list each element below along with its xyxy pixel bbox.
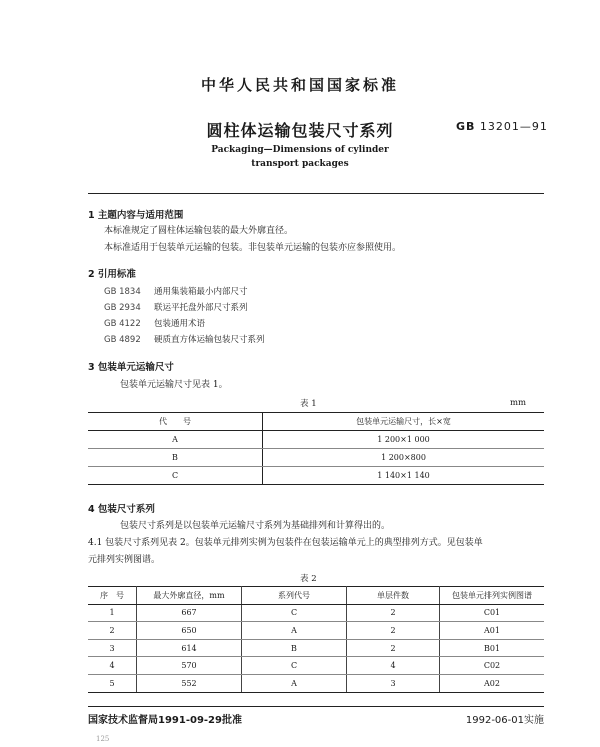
section-1-heading: 1 主题内容与适用范围 xyxy=(88,210,184,221)
table-cell: B xyxy=(242,639,347,657)
table-row xyxy=(88,604,544,622)
table-cell: A01 xyxy=(440,622,545,640)
section-4-para2-line2: 元排列实例图谱。 xyxy=(88,555,161,565)
reference-title: 联运平托盘外部尺寸系列 xyxy=(154,303,248,313)
table-row xyxy=(88,639,544,657)
section-4-para2 xyxy=(88,535,548,569)
table-cell: B xyxy=(88,449,263,467)
table-cell: 614 xyxy=(137,639,242,657)
table-header-cell: 最大外廓直径，mm xyxy=(137,587,242,605)
table-row xyxy=(88,431,544,449)
english-title-line2: transport packages xyxy=(251,159,349,169)
table-cell: 4 xyxy=(88,657,137,675)
table-header-row xyxy=(88,587,544,605)
table-cell: 667 xyxy=(137,604,242,622)
table-1-unit: mm xyxy=(510,398,527,408)
table-cell: 552 xyxy=(137,674,242,692)
section-4-para2-line1: 4.1 包装尺寸系列见表 2。包装单元排列实例为包装件在包装运输单元上的典型排列方式。见包装单 xyxy=(88,538,483,548)
table-cell: 2 xyxy=(347,604,440,622)
reference-item xyxy=(104,284,265,300)
national-standard-heading: 中华人民共和国国家标准 xyxy=(200,76,399,94)
section-2-heading: 2 引用标准 xyxy=(88,269,136,280)
table-cell: 2 xyxy=(347,622,440,640)
reference-title: 包装通用术语 xyxy=(154,319,206,329)
table-row xyxy=(88,674,544,692)
table-header-cell: 代 号 xyxy=(88,413,263,431)
english-title xyxy=(0,143,600,171)
standard-prefix: GB xyxy=(456,120,476,133)
table-header-cell: 包装单元运输尺寸，长×宽 xyxy=(263,413,545,431)
section-3-para: 包装单元运输尺寸见表 1。 xyxy=(120,380,228,390)
table-row xyxy=(88,449,544,467)
header-divider xyxy=(88,193,544,194)
table-cell: 570 xyxy=(137,657,242,675)
table-2 xyxy=(88,586,544,693)
table-cell: A xyxy=(242,674,347,692)
table-2-caption: 表 2 xyxy=(300,574,317,584)
section-4-para1: 包装尺寸系列是以包装单元运输尺寸系列为基础排列和计算得出的。 xyxy=(120,521,391,531)
table-cell: 650 xyxy=(137,622,242,640)
standard-number xyxy=(456,120,548,133)
section-1-para2: 本标准适用于包装单元运输的包装。非包装单元运输的包装亦应参照使用。 xyxy=(104,243,402,253)
table-row xyxy=(88,657,544,675)
table-cell: C xyxy=(242,604,347,622)
table-cell: C02 xyxy=(440,657,545,675)
reference-item xyxy=(104,316,265,332)
reference-code: GB 1834 xyxy=(104,287,141,297)
footer-divider xyxy=(88,706,544,707)
section-1-para1: 本标准规定了圆柱体运输包装的最大外廓直径。 xyxy=(104,226,294,236)
reference-item xyxy=(104,332,265,348)
table-cell: 1 200×1 000 xyxy=(263,431,545,449)
table-header-cell: 序 号 xyxy=(88,587,137,605)
table-cell: 3 xyxy=(88,639,137,657)
table-cell: C xyxy=(242,657,347,675)
reference-list xyxy=(104,284,265,348)
table-header-cell: 单层件数 xyxy=(347,587,440,605)
table-cell: 1 200×800 xyxy=(263,449,545,467)
table-cell: A xyxy=(242,622,347,640)
table-1 xyxy=(88,412,544,485)
table-1-caption: 表 1 xyxy=(300,399,317,409)
table-row xyxy=(88,467,544,485)
document-title: 圆柱体运输包装尺寸系列 xyxy=(206,121,394,140)
reference-code: GB 4122 xyxy=(104,319,141,329)
reference-title: 通用集装箱最小内部尺寸 xyxy=(154,287,248,297)
table-cell: C01 xyxy=(440,604,545,622)
table-cell: C xyxy=(88,467,263,485)
english-title-line1: Packaging—Dimensions of cylinder xyxy=(211,145,389,155)
table-cell: 5 xyxy=(88,674,137,692)
section-3-heading: 3 包装单元运输尺寸 xyxy=(88,362,174,373)
table-header-row xyxy=(88,413,544,431)
table-cell: 1 xyxy=(88,604,137,622)
table-cell: A xyxy=(88,431,263,449)
standard-code: 13201—91 xyxy=(479,120,548,133)
implementation-date: 1992-06-01实施 xyxy=(465,715,544,726)
table-cell: 2 xyxy=(347,639,440,657)
reference-code: GB 4892 xyxy=(104,335,141,345)
table-cell: 4 xyxy=(347,657,440,675)
page-number: 125 xyxy=(96,735,110,743)
section-1-body xyxy=(104,223,544,257)
table-cell: A02 xyxy=(440,674,545,692)
table-cell: 1 140×1 140 xyxy=(263,467,545,485)
table-cell: 3 xyxy=(347,674,440,692)
section-4-heading: 4 包装尺寸系列 xyxy=(88,504,155,515)
table-header-cell: 系列代号 xyxy=(242,587,347,605)
reference-item xyxy=(104,300,265,316)
table-cell: B01 xyxy=(440,639,545,657)
table-header-cell: 包装单元排列实例图谱 xyxy=(440,587,545,605)
reference-code: GB 2934 xyxy=(104,303,141,313)
table-cell: 2 xyxy=(88,622,137,640)
table-row xyxy=(88,622,544,640)
reference-title: 硬质直方体运输包装尺寸系列 xyxy=(154,335,265,345)
approval-note: 国家技术监督局1991-09-29批准 xyxy=(88,715,242,726)
